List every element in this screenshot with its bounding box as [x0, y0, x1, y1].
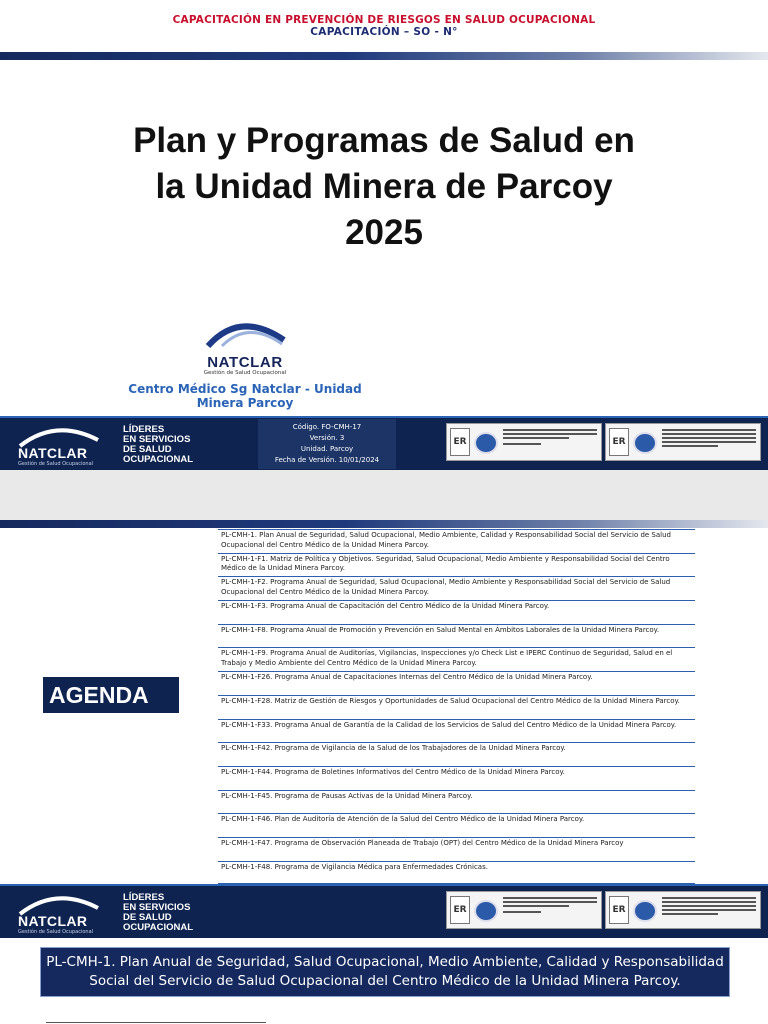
seal-icon — [474, 432, 498, 454]
natclar-logo — [120, 318, 370, 410]
plan-title-line: PL-CMH-1. Plan Anual de Seguridad, Salud Ocupacional, Medio Ambiente, Calidad y Responsabilidad — [46, 954, 724, 970]
slogan-line: DE SALUD — [123, 912, 172, 923]
footer-slogan — [123, 893, 233, 933]
plan-title-line: Social del Servicio de Salud Ocupacional del Centro Médico de la Unidad Minera Parcoy. — [89, 973, 681, 989]
doc-version: Versión. 3 — [309, 434, 345, 442]
main-title — [60, 118, 708, 256]
er-icon: ER — [450, 896, 470, 924]
agenda-item: PL-CMH-1-F44. Programa de Boletines Informativos del Centro Médico de la Unidad Minera Parcoy. — [218, 766, 695, 790]
slide-footer — [0, 884, 768, 938]
agenda-item: PL-CMH-1-F47. Programa de Observación Planeada de Trabajo (OPT) del Centro Médico de la Unidad Minera Parcoy — [218, 837, 695, 861]
seal-icon — [633, 900, 657, 922]
footer-brand-sub: Gestión de Salud Ocupacional — [18, 461, 94, 467]
slogan-line: DE SALUD — [123, 444, 172, 455]
certification-badge — [446, 423, 602, 461]
certification-badge — [446, 891, 602, 929]
title-line: la Unidad Minera de Parcoy — [155, 167, 613, 206]
slogan-line: LÍDERES — [123, 424, 165, 435]
arc-logo-icon — [200, 318, 290, 348]
agenda-item: PL-CMH-1-F1. Matriz de Política y Objetivos. Seguridad, Salud Ocupacional, Medio Ambiente y Responsabilidad Social del Centro Médico de la Unidad Minera Parcoy. — [218, 553, 695, 577]
plan-title-box — [40, 947, 730, 997]
header-subtitle: CAPACITACIÓN – SO - N° — [310, 26, 458, 38]
certification-badge — [605, 891, 761, 929]
er-icon: ER — [609, 428, 629, 456]
seal-icon — [474, 900, 498, 922]
doc-unit: Unidad. Parcoy — [300, 445, 354, 453]
footer-slogan — [123, 425, 233, 465]
slide-cover — [0, 0, 768, 470]
er-icon: ER — [609, 896, 629, 924]
logo-name: NATCLAR — [207, 354, 283, 371]
agenda-item: PL-CMH-1-F3. Programa Anual de Capacitación del Centro Médico de la Unidad Minera Parcoy. — [218, 600, 695, 624]
slogan-line: LÍDERES — [123, 892, 165, 903]
header-bar — [0, 520, 768, 528]
agenda-item: PL-CMH-1-F8. Programa Anual de Promoción y Prevención en Salud Mental en Ámbitos Laborales de la Unidad Minera Parcoy. — [218, 624, 695, 648]
agenda-item: PL-CMH-1-F48. Programa de Vigilancia Médica para Enfermedades Crónicas. — [218, 861, 695, 885]
center-name-line: Centro Médico Sg Natclar - Unidad — [128, 382, 362, 396]
seal-icon — [633, 432, 657, 454]
doc-date: Fecha de Versión. 10/01/2024 — [274, 456, 380, 464]
logo-sub: Gestión de Salud Ocupacional — [203, 370, 287, 376]
agenda-item: PL-CMH-1. Plan Anual de Seguridad, Salud Ocupacional, Medio Ambiente, Calidad y Responsabilidad Social del Servicio de Salud Ocupacional del Centro Médico de la Unidad Minera Parcoy. — [218, 529, 695, 553]
document-info — [258, 419, 396, 469]
agenda-item: PL-CMH-1-F9. Programa Anual de Auditorías, Vigilancias, Inspecciones y/o Check List e IPERC Continuo de Seguridad, Salud en el Trabajo y Medio Ambiente del Centro Médico de la Unidad Minera Parcoy. — [218, 647, 695, 671]
slogan-line: OCUPACIONAL — [123, 454, 194, 465]
doc-code: Código. FO-CMH-17 — [292, 423, 362, 431]
agenda-label: AGENDA — [43, 677, 179, 713]
header-bar — [0, 52, 768, 60]
agenda-item: PL-CMH-1-F2. Programa Anual de Seguridad, Salud Ocupacional, Medio Ambiente y Responsabilidad Social del Servicio de Salud Ocupacional del Centro Médico de la Unidad Minera Parcoy. — [218, 576, 695, 600]
slide-header — [0, 14, 768, 38]
certification-badge — [605, 423, 761, 461]
slide-agenda — [0, 520, 768, 938]
center-name — [120, 382, 370, 410]
agenda-item: PL-CMH-1-F26. Programa Anual de Capacitaciones Internas del Centro Médico de la Unidad Minera Parcoy. — [218, 671, 695, 695]
slide-plan — [0, 938, 768, 1024]
slogan-line: OCUPACIONAL — [123, 922, 194, 933]
agenda-item: PL-CMH-1-F33. Programa Anual de Garantía de la Calidad de los Servicios de Salud del Centro Médico de la Unidad Minera Parcoy. — [218, 719, 695, 743]
er-icon: ER — [450, 428, 470, 456]
footer-brand-sub: Gestión de Salud Ocupacional — [18, 929, 94, 935]
footer-brand: NATCLAR — [18, 445, 88, 461]
footer-brand: NATCLAR — [18, 913, 88, 929]
agenda-item: PL-CMH-1-F28. Matriz de Gestión de Riesgos y Oportunidades de Salud Ocupacional del Centro Médico de la Unidad Minera Parcoy. — [218, 695, 695, 719]
header-title: CAPACITACIÓN EN PREVENCIÓN DE RIESGOS EN SALUD OCUPACIONAL — [172, 14, 596, 26]
agenda-item: PL-CMH-1-F46. Plan de Auditoría de Atención de la Salud del Centro Médico de la Unidad Minera Parcoy. — [218, 813, 695, 837]
slide-footer — [0, 416, 768, 470]
agenda-item: PL-CMH-1-F45. Programa de Pausas Activas de la Unidad Minera Parcoy. — [218, 790, 695, 814]
center-name-line: Minera Parcoy — [196, 396, 294, 410]
title-line: Plan y Programas de Salud en — [133, 121, 635, 160]
slogan-line: EN SERVICIOS — [123, 434, 191, 445]
title-line: 2025 — [345, 213, 423, 252]
slogan-line: EN SERVICIOS — [123, 902, 191, 913]
agenda-list — [218, 529, 695, 884]
agenda-item: PL-CMH-1-F42. Programa de Vigilancia de la Salud de los Trabajadores de la Unidad Minera Parcoy. — [218, 742, 695, 766]
